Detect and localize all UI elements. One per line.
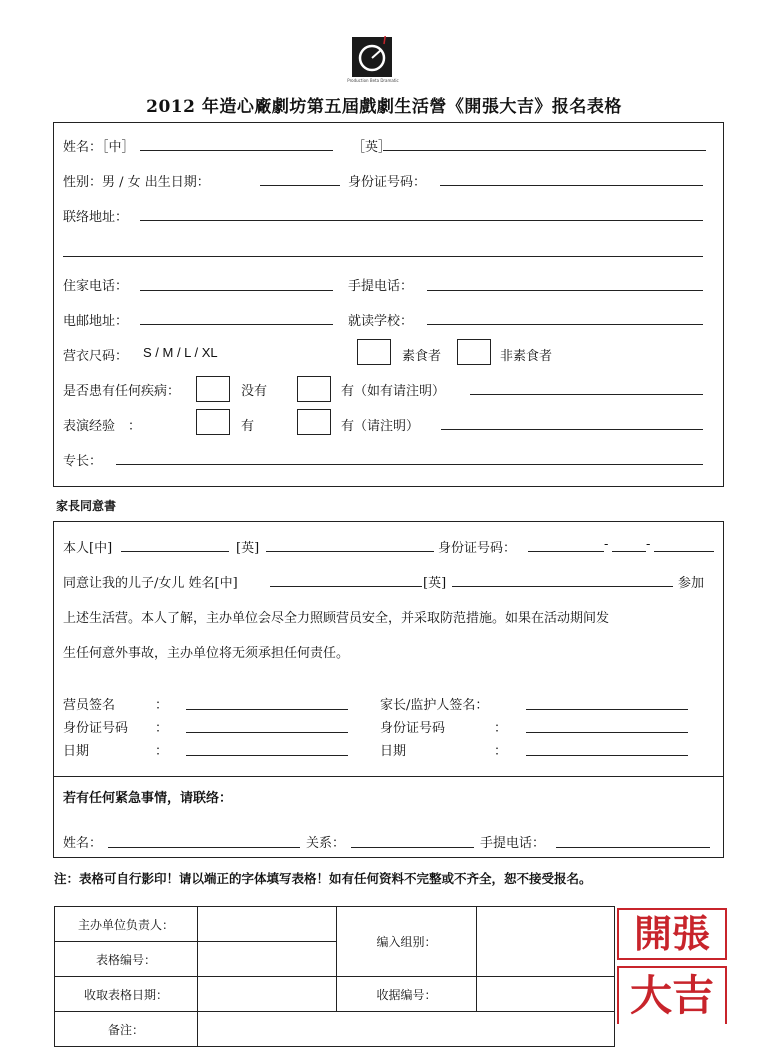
shirt-size-options[interactable]: S / M / L / XL — [143, 345, 218, 360]
dob-field[interactable] — [260, 185, 340, 186]
id-no-label: 身份证号码： — [348, 175, 427, 190]
consent-id-label: 身份证号码： — [438, 541, 517, 556]
consent-self-en-field[interactable] — [266, 551, 434, 552]
perf-exp-note-checkbox[interactable] — [297, 409, 331, 435]
shirt-size-label: 营衣尺码： — [63, 349, 129, 364]
email-field[interactable] — [140, 324, 333, 325]
seal-top: 開張 — [617, 908, 727, 960]
vegetarian-checkbox[interactable] — [357, 339, 391, 365]
school-label: 就读学校： — [348, 314, 414, 329]
consent-join-text: 参加 — [678, 576, 705, 591]
name-cn-label: 姓名：［中］ — [63, 140, 135, 155]
parent-date-colon: ： — [494, 744, 508, 759]
non-vegetarian-checkbox[interactable] — [457, 339, 491, 365]
home-phone-field[interactable] — [140, 290, 333, 291]
parent-id-field[interactable] — [526, 732, 688, 733]
consent-child-label: 同意让我的儿子/女儿 姓名[中] — [63, 576, 238, 591]
receipt-no-label: 收据编号： — [337, 977, 477, 1012]
camper-id-label: 身份证号码 — [63, 721, 129, 736]
consent-text-line-3: 生任何意外事故，主办单位将无须承担任何责任。 — [63, 646, 350, 661]
perf-exp-yes-label: 有 — [241, 419, 255, 434]
emergency-mobile-field[interactable] — [556, 847, 710, 848]
id-no-field[interactable] — [440, 185, 703, 186]
address-field[interactable] — [140, 220, 703, 221]
emergency-name-label: 姓名： — [63, 836, 103, 851]
camper-date-field[interactable] — [186, 755, 348, 756]
illness-detail-field[interactable] — [470, 394, 703, 395]
consent-self-cn-label: 本人[中] — [63, 541, 113, 556]
camper-id-colon: ： — [155, 721, 169, 736]
consent-id-dash-1: - — [604, 537, 609, 552]
illness-label: 是否患有任何疾病： — [63, 384, 181, 399]
page-title: 2012 年造心廠劇坊第五屆戲劇生活營《開張大吉》报名表格 — [146, 97, 622, 117]
parent-sign-field[interactable] — [526, 709, 688, 710]
note-text: 注：表格可自行影印！请以端正的字体填写表格！如有任何资料不完整或不齐全，恕不接受报名。 — [54, 871, 592, 886]
gender-dob-label: 性别：男 / 女 出生日期： — [63, 175, 210, 190]
mobile-field[interactable] — [427, 290, 703, 291]
consent-text-line-2: 上述生活营。本人了解，主办单位会尽全力照顾营员安全，并采取防范措施。如果在活动期间发 — [63, 611, 610, 626]
camper-sign-colon: ： — [155, 698, 169, 713]
form-no-field[interactable] — [198, 942, 337, 977]
emergency-heading: 若有任何紧急事情，请联络： — [63, 791, 233, 806]
receipt-no-field[interactable] — [477, 977, 615, 1012]
remarks-label: 备注： — [55, 1012, 198, 1047]
parent-id-colon: ： — [494, 721, 508, 736]
illness-yes-label: 有（如有请注明） — [341, 384, 446, 399]
camper-sign-label: 营员签名 — [63, 698, 116, 713]
name-en-label: ［英］ — [352, 140, 392, 155]
illness-no-label: 没有 — [241, 384, 268, 399]
received-date-label: 收取表格日期： — [55, 977, 198, 1012]
vegetarian-label: 素食者 — [402, 349, 442, 364]
illness-no-checkbox[interactable] — [196, 376, 230, 402]
group-label: 编入组别： — [337, 907, 477, 977]
talent-field[interactable] — [116, 464, 703, 465]
consent-child-cn-field[interactable] — [270, 586, 422, 587]
seal-bottom: 大吉 — [617, 966, 727, 1024]
perf-exp-note-label: 有（请注明） — [341, 419, 420, 434]
consent-child-en-field[interactable] — [452, 586, 673, 587]
remarks-field[interactable] — [198, 1012, 615, 1047]
consent-id-dash-2: - — [646, 537, 651, 552]
consent-divider — [53, 776, 724, 777]
consent-id-field-1[interactable] — [528, 551, 604, 552]
office-use-table — [54, 906, 615, 1047]
consent-id-field-2[interactable] — [612, 551, 646, 552]
name-cn-field[interactable] — [140, 150, 333, 151]
received-date-field[interactable] — [198, 977, 337, 1012]
camper-date-label: 日期 — [63, 744, 90, 759]
group-field[interactable] — [477, 907, 615, 977]
talent-label: 专长： — [63, 454, 103, 469]
perf-exp-detail-field[interactable] — [441, 429, 703, 430]
emergency-name-field[interactable] — [108, 847, 300, 848]
school-field[interactable] — [427, 324, 703, 325]
organizer-label: 主办单位负责人： — [55, 907, 198, 942]
emergency-relation-label: 关系： — [306, 836, 346, 851]
logo — [351, 36, 393, 78]
consent-heading: 家長同意書 — [56, 499, 117, 513]
email-label: 电邮地址： — [63, 314, 129, 329]
non-vegetarian-label: 非素食者 — [500, 349, 553, 364]
perf-exp-yes-checkbox[interactable] — [196, 409, 230, 435]
parent-date-label: 日期 — [380, 744, 407, 759]
address-label: 联络地址： — [63, 210, 129, 225]
parent-sign-label: 家长/监护人签名： — [380, 698, 489, 713]
parent-date-field[interactable] — [526, 755, 688, 756]
mobile-label: 手提电话： — [348, 279, 414, 294]
camper-sign-field[interactable] — [186, 709, 348, 710]
illness-yes-checkbox[interactable] — [297, 376, 331, 402]
form-no-label: 表格编号： — [55, 942, 198, 977]
organizer-field[interactable] — [198, 907, 337, 942]
emergency-relation-field[interactable] — [351, 847, 474, 848]
home-phone-label: 住家电话： — [63, 279, 129, 294]
emergency-mobile-label: 手提电话： — [480, 836, 546, 851]
consent-child-en-label: [英] — [423, 576, 447, 591]
address-field-2[interactable] — [63, 256, 703, 257]
logo-caption: Production Beta Dramatic — [347, 78, 399, 83]
consent-id-field-3[interactable] — [654, 551, 714, 552]
perf-exp-label: 表演经验 ： — [63, 419, 142, 434]
consent-self-en-label: [英] — [236, 541, 260, 556]
camper-date-colon: ： — [155, 744, 169, 759]
parent-id-label: 身份证号码 — [380, 721, 446, 736]
name-en-field[interactable] — [383, 150, 706, 151]
consent-self-cn-field[interactable] — [121, 551, 229, 552]
camper-id-field[interactable] — [186, 732, 348, 733]
